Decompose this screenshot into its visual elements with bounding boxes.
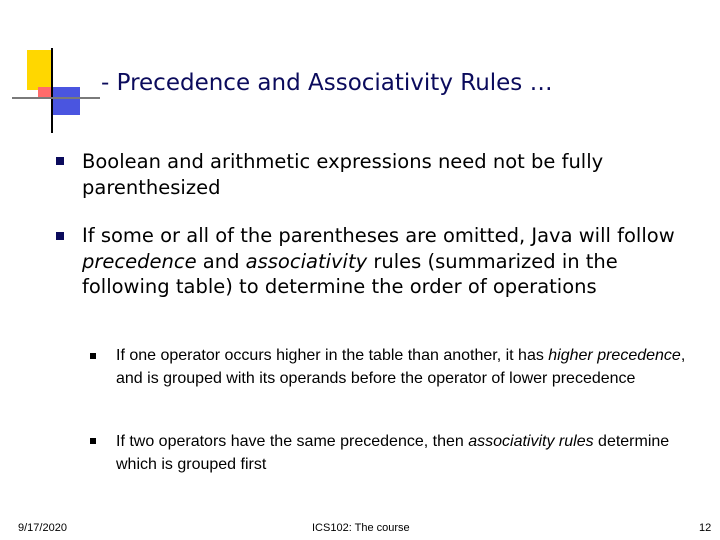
sub-bullet-marker	[90, 353, 96, 359]
footer-date: 9/17/2020	[18, 522, 67, 534]
sub-bullet-text	[116, 344, 686, 390]
bullet-marker	[56, 232, 64, 240]
blue-square	[52, 87, 80, 115]
sub-bullet-1-text-before: If one operator occurs higher in the table than another, it has	[116, 347, 549, 364]
sub-bullet-marker	[90, 438, 96, 444]
bullet-text	[82, 149, 682, 200]
sub-bullet-2-text-before: If two operators have the same precedence, then	[116, 433, 469, 450]
slide-title: - Precedence and Associativity Rules …	[101, 70, 553, 96]
vertical-line	[51, 48, 53, 133]
emphasis-associativity: associativity	[245, 249, 368, 273]
sub-bullet-1-text-after: , and is grouped with its operands before the operator of lower precedence	[116, 347, 686, 387]
emphasis-associativity-rules: associativity rules	[468, 433, 594, 450]
yellow-square	[27, 50, 52, 90]
bullet-2-text-mid: and	[196, 249, 246, 273]
bullet-1-text: Boolean and arithmetic expressions need not be fully parenthesized	[82, 150, 604, 199]
sub-bullet-text	[116, 430, 686, 476]
bullet-marker	[56, 157, 64, 165]
footer-page-number: 12	[699, 522, 712, 534]
emphasis-precedence: precedence	[82, 249, 197, 273]
bullet-text	[82, 223, 682, 300]
footer-course: ICS102: The course	[312, 522, 410, 534]
horizontal-line	[12, 97, 100, 99]
emphasis-higher-precedence: higher precedence	[548, 347, 681, 364]
bullet-2-text-after: rules (summarized in the following table) to determine the order of operations	[82, 249, 618, 298]
sub-bullet-2-text-after: determine which is grouped first	[116, 433, 670, 473]
corner-decoration	[0, 0, 100, 140]
bullet-2-text-before: If some or all of the parentheses are omitted, Java will follow	[82, 224, 675, 247]
